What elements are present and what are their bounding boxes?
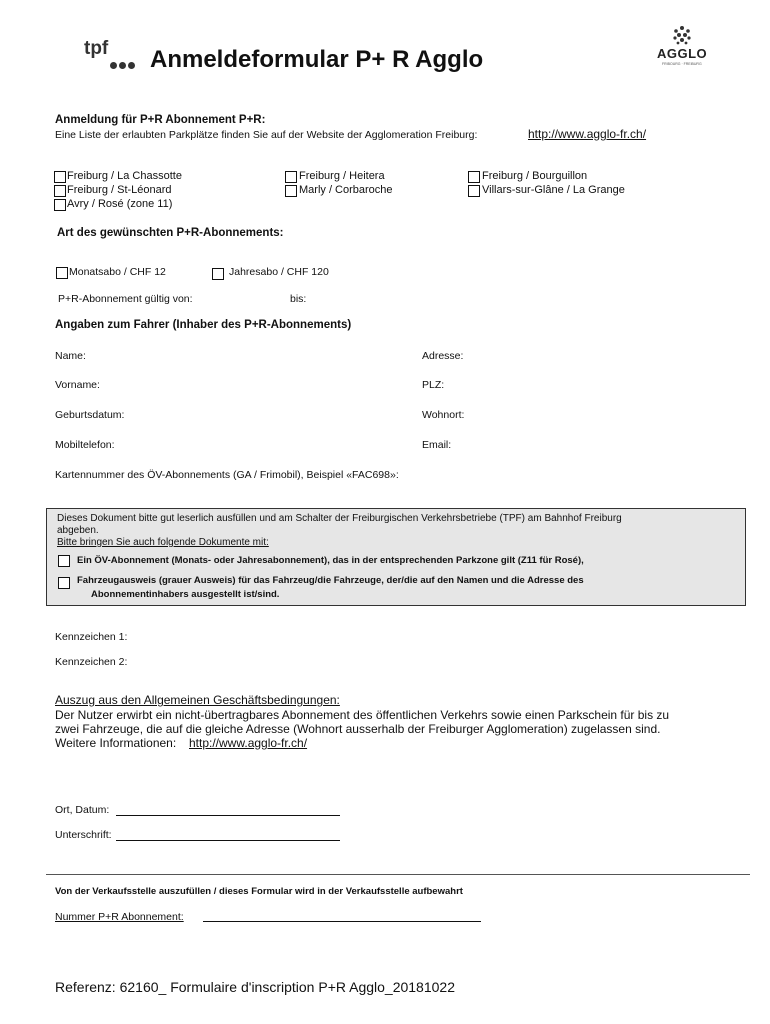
location-checkbox-avry-rose[interactable] (54, 199, 66, 211)
monthly-subscription-checkbox[interactable] (56, 267, 68, 279)
office-divider (46, 874, 750, 875)
yearly-subscription-label: Jahresabo / CHF 120 (229, 266, 329, 278)
location-checkbox-la-chassotte[interactable] (54, 171, 66, 183)
terms-line-1: Der Nutzer erwirbt ein nicht-übertragbares Abonnement des öffentlichen Verkehrs sowie einen Parkschein für bis zu (55, 708, 670, 722)
residence-label: Wohnort: (422, 409, 465, 421)
agglo-website-link[interactable]: http://www.agglo-fr.ch/ (528, 127, 647, 141)
card-number-label: Kartennummer des ÖV-Abonnements (GA / Frimobil), Beispiel «FAC698»: (55, 469, 399, 481)
terms-line-3: Weitere Informationen: (55, 736, 177, 750)
page-title: Anmeldeformular P+ R Agglo (150, 46, 484, 73)
signature-label: Unterschrift: (55, 829, 112, 841)
location-label: Villars-sur-Glâne / La Grange (482, 184, 625, 196)
location-checkbox-heitera[interactable] (285, 171, 297, 183)
intro-heading: Anmeldung für P+R Abonnement P+R: (55, 114, 266, 126)
notice-item-2b: Abonnementinhabers ausgestellt ist/sind. (91, 589, 280, 600)
location-checkbox-st-leonard[interactable] (54, 185, 66, 197)
valid-from-label: P+R-Abonnement gültig von: (58, 293, 193, 305)
location-label: Freiburg / Bourguillon (482, 170, 588, 182)
intro-text: Eine Liste der erlaubten Parkplätze finden Sie auf der Website der Agglomeration Freiburg: (55, 129, 478, 141)
place-date-line[interactable] (116, 815, 340, 816)
notice-item-2a: Fahrzeugausweis (grauer Ausweis) für das Fahrzeug/die Fahrzeuge, der/die auf den Namen und die Adresse des (77, 575, 584, 586)
agglo-logo-subtext: FRIBOURG · FREIBURG (662, 62, 702, 66)
firstname-label: Vorname: (55, 379, 100, 391)
location-checkbox-corbaroche[interactable] (285, 185, 297, 197)
documents-notice-box (46, 508, 746, 606)
valid-until-label: bis: (290, 293, 307, 305)
tpf-logo-dots (110, 56, 137, 74)
notice-line-1: Dieses Dokument bitte gut leserlich ausfüllen und am Schalter der Freiburgischen Verkehrsbetriebe (TPF) am Bahnhof Freiburg (57, 513, 622, 524)
tpf-logo-text: tpf (84, 38, 109, 59)
location-label: Marly / Corbaroche (299, 184, 393, 196)
location-checkbox-la-grange[interactable] (468, 185, 480, 197)
location-checkbox-bourguillon[interactable] (468, 171, 480, 183)
agglo-logo-text: AGGLO (657, 46, 708, 61)
signature-line[interactable] (116, 840, 340, 841)
terms-website-link[interactable]: http://www.agglo-fr.ch/ (189, 736, 308, 750)
notice-line-3: Bitte bringen Sie auch folgende Dokumente mit: (57, 537, 269, 548)
plate-2-label: Kennzeichen 2: (55, 656, 128, 668)
agglo-emblem-icon (671, 24, 693, 46)
location-label: Freiburg / St-Léonard (67, 184, 172, 196)
subscription-heading: Art des gewünschten P+R-Abonnements: (57, 227, 284, 239)
name-label: Name: (55, 350, 86, 362)
terms-line-2: zwei Fahrzeuge, die auf die gleiche Adresse (Wohnort ausserhalb der Freiburger Agglomeration) zugelassen sind. (55, 722, 661, 736)
monthly-subscription-label: Monatsabo / CHF 12 (69, 266, 166, 278)
address-label: Adresse: (422, 350, 464, 362)
yearly-subscription-checkbox[interactable] (212, 268, 224, 280)
office-heading: Von der Verkaufsstelle auszufüllen / dieses Formular wird in der Verkaufsstelle aufbewahrt (55, 886, 463, 897)
terms-heading: Auszug aus den Allgemeinen Geschäftsbedingungen: (55, 693, 340, 707)
email-label: Email: (422, 439, 452, 451)
location-label: Freiburg / Heitera (299, 170, 385, 182)
subscription-number-label: Nummer P+R Abonnement: (55, 911, 184, 923)
transit-subscription-checkbox[interactable] (58, 555, 70, 567)
mobile-label: Mobiltelefon: (55, 439, 115, 451)
zip-label: PLZ: (422, 379, 445, 391)
notice-item-1: Ein ÖV-Abonnement (Monats- oder Jahresabonnement), das in der entsprechenden Parkzone gilt (Z11 für Rosé), (77, 555, 584, 566)
vehicle-registration-checkbox[interactable] (58, 577, 70, 589)
location-label: Freiburg / La Chassotte (67, 170, 182, 182)
location-label: Avry / Rosé (zone 11) (67, 198, 173, 210)
place-date-label: Ort, Datum: (55, 804, 110, 816)
driver-heading: Angaben zum Fahrer (Inhaber des P+R-Abonnements) (55, 319, 352, 331)
plate-1-label: Kennzeichen 1: (55, 631, 128, 643)
reference-footer: Referenz: 62160_ Formulaire d'inscription P+R Agglo_20181022 (55, 979, 455, 995)
birthdate-label: Geburtsdatum: (55, 409, 125, 421)
subscription-number-line[interactable] (203, 921, 481, 922)
notice-line-2: abgeben. (57, 525, 99, 536)
